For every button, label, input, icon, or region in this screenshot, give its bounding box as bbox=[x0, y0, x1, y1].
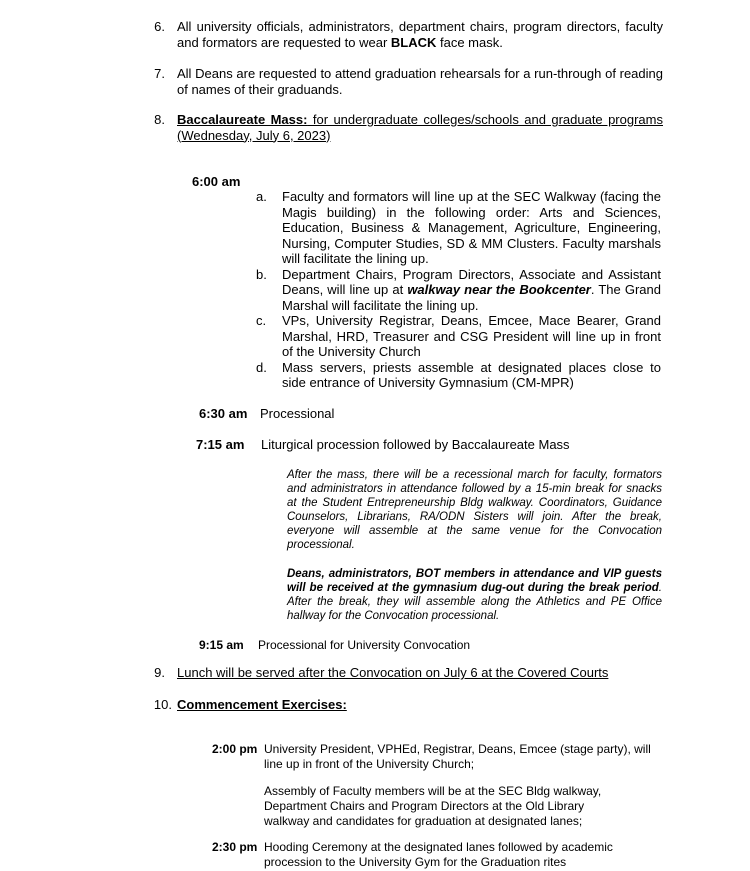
stage-party-text-line2: line up in front of the University Church; bbox=[264, 757, 475, 771]
time-200: 2:00 pm bbox=[212, 742, 258, 756]
item-number: 9. bbox=[154, 665, 165, 680]
assembly-text-line1: Assembly of Faculty members will be at the SEC Bldg walkway, bbox=[264, 784, 602, 798]
item-8-text: Baccalaureate Mass: for undergraduate colleges/schools and graduate programs (Wednesday, July 6, 2023) bbox=[177, 112, 663, 143]
item-number: 7. bbox=[154, 66, 165, 81]
hooding-text-line2: procession to the University Gym for the Graduation rites bbox=[264, 855, 567, 869]
commencement-heading: Commencement Exercises: bbox=[177, 697, 347, 712]
item-9-text: Lunch will be served after the Convocation on July 6 at the Covered Courts bbox=[177, 665, 609, 680]
list-item: b. Department Chairs, Program Directors, Associate and Assistant Deans, will line up at walkway near the Bookcenter. The Grand Marshal will facilitate the lining up. bbox=[256, 266, 661, 313]
liturgical-procession-text: Liturgical procession followed by Baccalaureate Mass bbox=[261, 437, 570, 452]
time-230: 2:30 pm bbox=[212, 840, 258, 854]
item-number: 10. bbox=[153, 697, 172, 712]
recessional-note: After the mass, there will be a recessional march for faculty, formators and administrators in attendance followed by a 15-min break for snacks at the Student Entrepreneurship Bldg walkway. Coordinators, Guidance Counselors, Librarians, RA/ODN Sisters will join. After the break, everyone will assemble at the same venue for the Convocation processional. bbox=[287, 469, 662, 551]
convocation-processional-text: Processional for University Convocation bbox=[258, 638, 471, 652]
deans-note: Deans, administrators, BOT members in attendance and VIP guests will be received at the gymnasium dug-out during the break period. After the break, they will assemble along the Athletics and PE Office hallway for the Convocation processional. bbox=[287, 568, 662, 622]
time-915: 9:15 am bbox=[199, 638, 244, 652]
processional-text: Processional bbox=[260, 406, 335, 421]
bookcenter-emphasis: walkway near the Bookcenter bbox=[407, 282, 591, 297]
stage-party-text-line1: University President, VPHEd, Registrar, Deans, Emcee (stage party), will bbox=[264, 742, 651, 756]
list-item: a. Faculty and formators will line up at the SEC Walkway (facing the Magis building) in the following order: Arts and Sciences, Education, Business & Management, Agriculture, Engineering, Nursing, Computer Studies, SD & MM Clusters. Faculty marshals will facilitate the lining up. bbox=[256, 189, 661, 266]
assembly-text-line3: walkway and candidates for graduation at designated lanes; bbox=[264, 814, 583, 828]
time-600: 6:00 am bbox=[192, 174, 241, 189]
item-number: 8. bbox=[154, 112, 165, 127]
item-7-text: All Deans are requested to attend graduation rehearsals for a run-through of reading of names of their graduands. bbox=[177, 66, 663, 97]
item-6-text: All university officials, administrators, department chairs, program directors, faculty and formators are requested to wear BLACK face mask. bbox=[177, 19, 663, 50]
list-item: d. Mass servers, priests assemble at designated places close to side entrance of University Gymnasium (CM-MPR) bbox=[256, 359, 661, 390]
assembly-text-line2: Department Chairs and Program Directors at the Old Library bbox=[264, 799, 585, 813]
time-630: 6:30 am bbox=[199, 406, 248, 421]
list-item: c. VPs, University Registrar, Deans, Emcee, Mace Bearer, Grand Marshal, HRD, Treasurer and CSG President will line up in front of the University Church bbox=[256, 313, 661, 359]
item-number: 6. bbox=[154, 19, 165, 34]
sub-list bbox=[256, 189, 661, 391]
hooding-text-line1: Hooding Ceremony at the designated lanes followed by academic bbox=[264, 840, 613, 854]
black-emphasis: BLACK bbox=[390, 34, 437, 50]
time-715: 7:15 am bbox=[196, 437, 245, 452]
baccalaureate-heading: Baccalaureate Mass: bbox=[177, 112, 308, 127]
